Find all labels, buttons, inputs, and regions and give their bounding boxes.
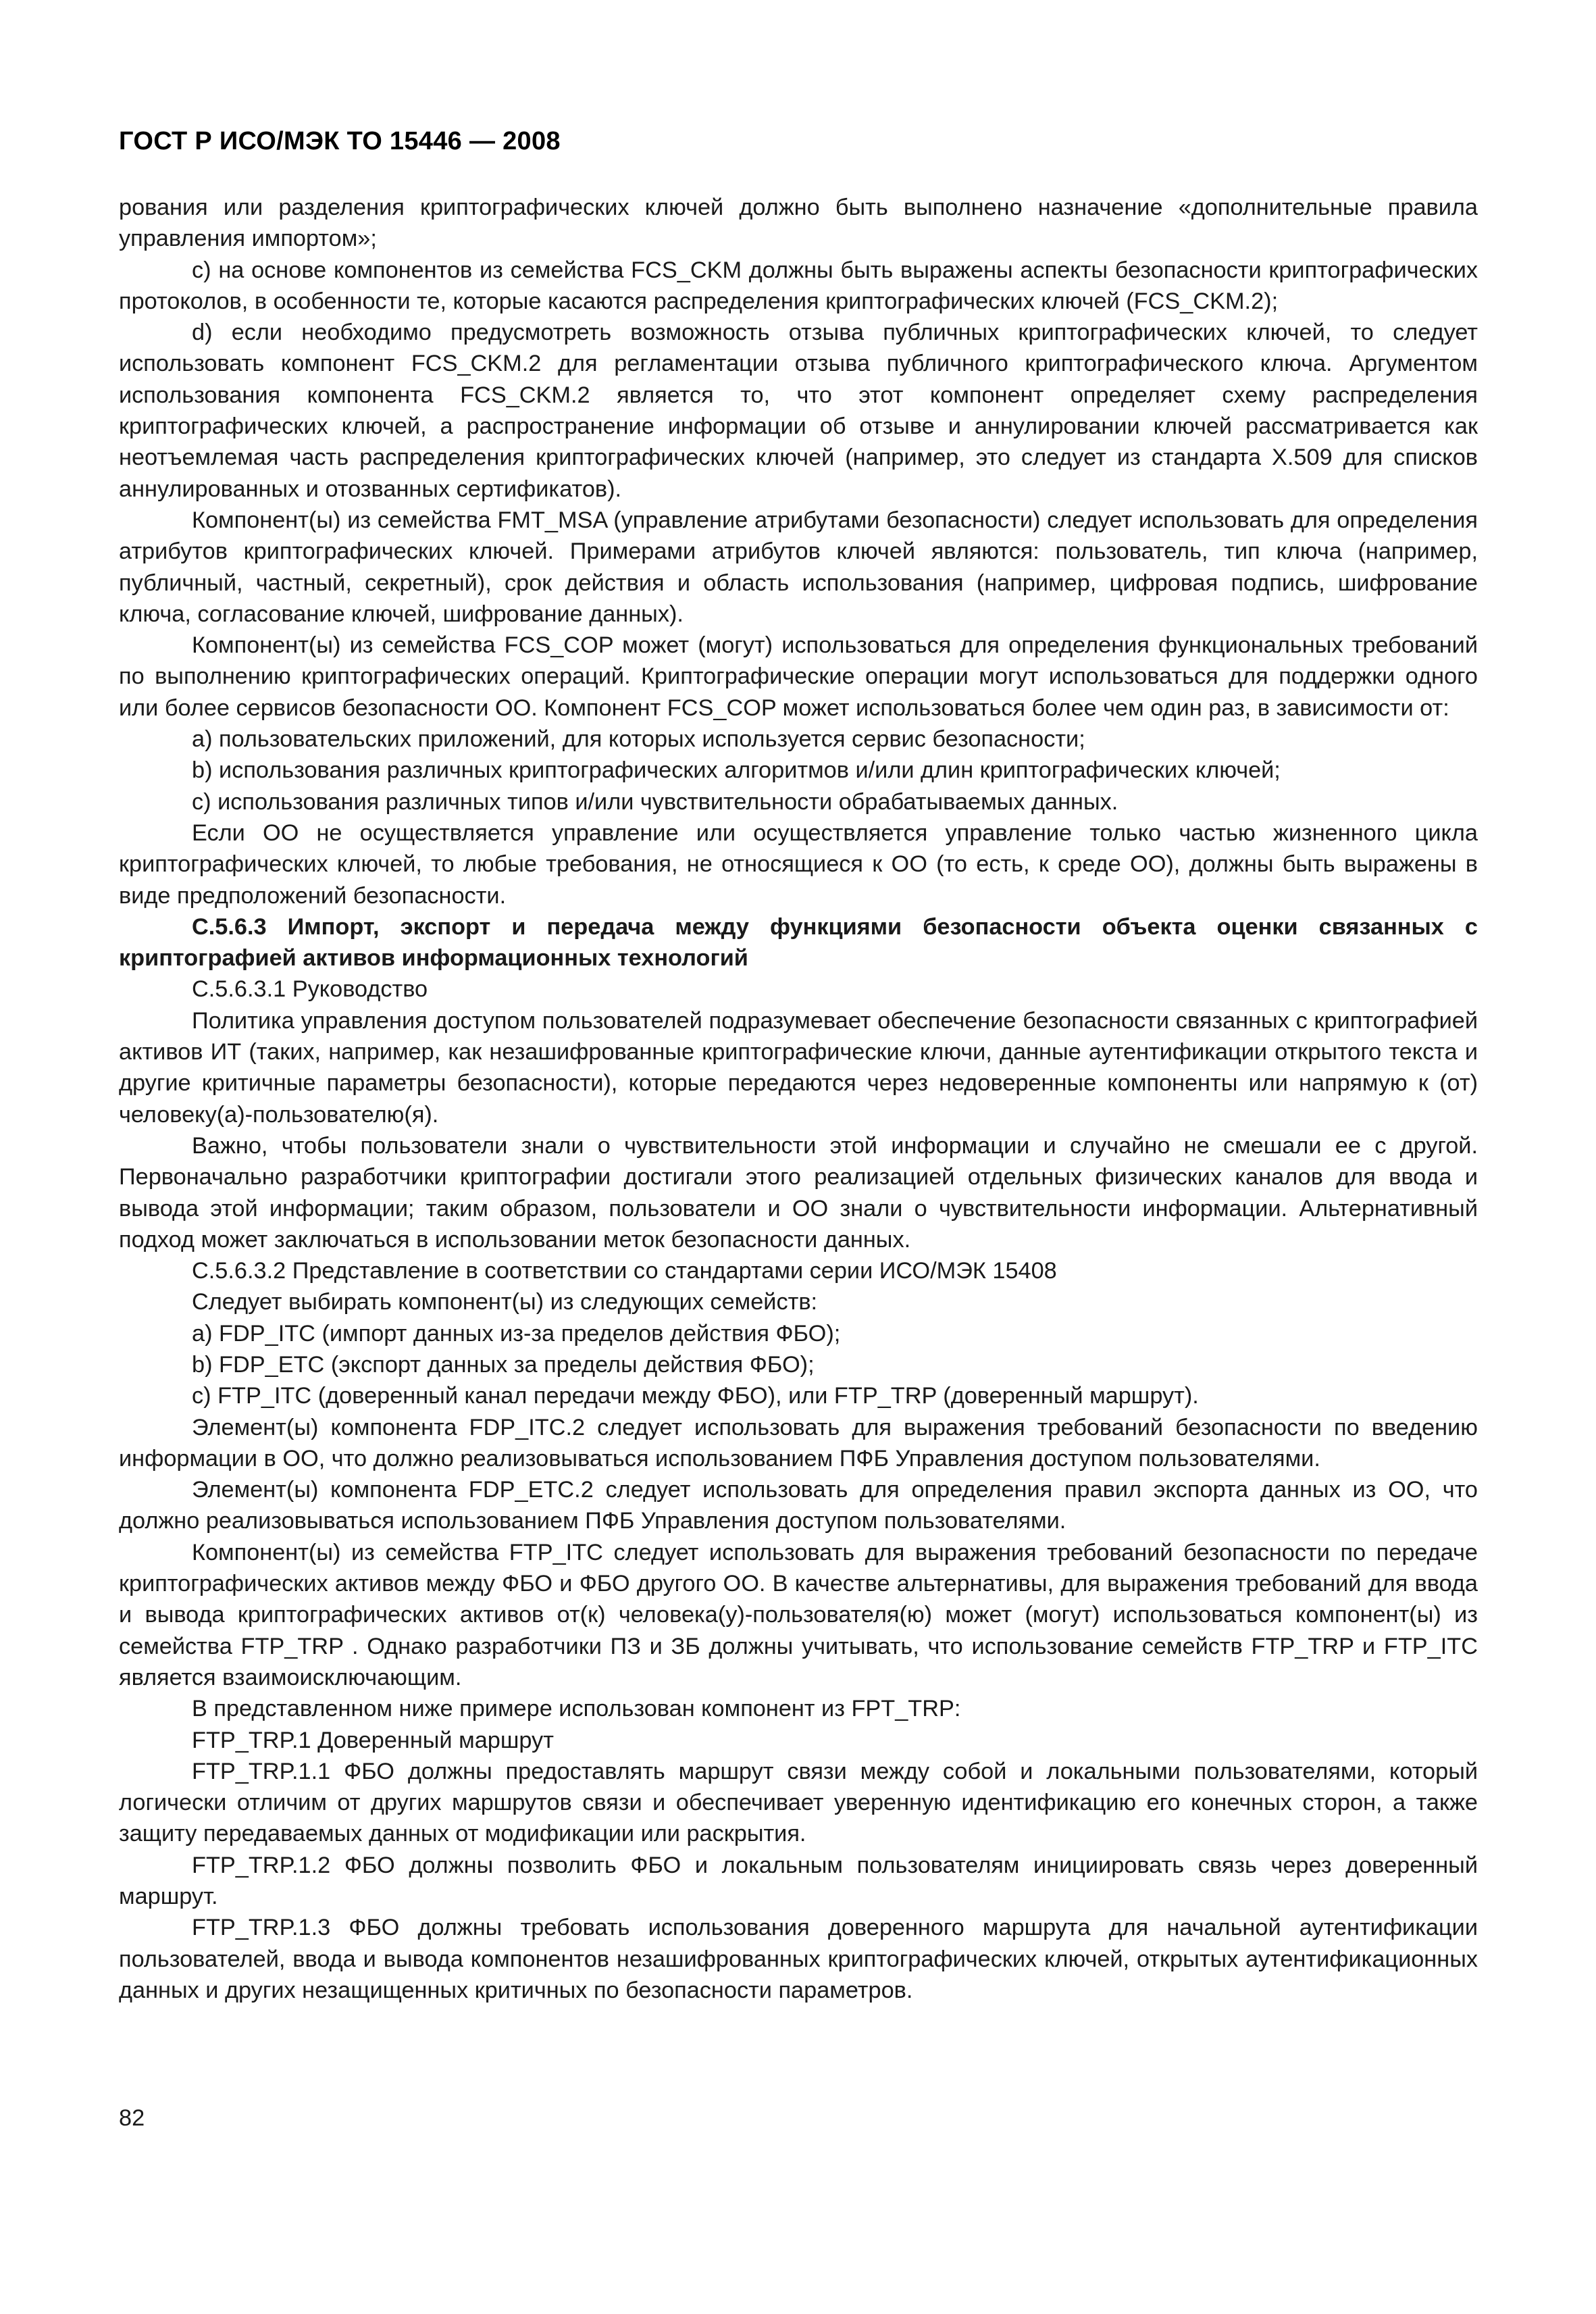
paragraph: В представленном ниже примере использован компонент из FPT_TRP: <box>192 1696 961 1722</box>
component-element: FTP_TRP.1.1 ФБО должны предоставлять маршрут связи между собой и локальными пользователями, который логически отличим от других маршрутов связи и обеспечивает уверенную идентификацию его конечных сторон, а также защиту передаваемых данных от модификации или раскрытия. <box>119 1758 1478 1847</box>
list-item: c) использования различных типов и/или чувствительности обрабатываемых данных. <box>192 788 1118 815</box>
paragraph: рования или разделения криптографических ключей должно быть выполнено назначение «дополнительные правила управления импортом»; <box>119 195 1478 252</box>
list-item: c) на основе компонентов из семейства FCS_CKM должны быть выражены аспекты безопасности криптографических протоколов, в особенности те, которые касаются распределения криптографических ключей (FCS_CKM.2); <box>119 257 1478 314</box>
component-element: FTP_TRP.1.2 ФБО должны позволить ФБО и локальным пользователям инициировать связь через доверенный маршрут. <box>119 1852 1478 1910</box>
subsection-heading: C.5.6.3.2 Представление в соответствии со стандартами серии ИСО/МЭК 15408 <box>192 1258 1057 1284</box>
paragraph: Компонент(ы) из семейства FCS_COP может (могут) использоваться для определения функциональных требований по выполнению криптографических операций. Криптографические операции могут использоваться для поддержки одного или более сервисов безопасности ОО. Компонент FCS_COP может использоваться более чем один раз, в зависимости от: <box>119 632 1478 721</box>
component-element: FTP_TRP.1.3 ФБО должны требовать использования доверенного маршрута для начальной аутентификации пользователей, ввода и вывода компонентов незашифрованных криптографических ключей, открытых аутентификационных данных и других незащищенных критичных по безопасности параметров. <box>119 1915 1478 2003</box>
document-body <box>119 192 1478 2006</box>
list-item: d) если необходимо предусмотреть возможность отзыва публичных криптографических ключей, то следует использовать компонент FCS_CKM.2 для регламентации отзыва публичного криптографического ключа. Аргументом использования компонента FCS_CKM.2 является то, что этот компонент определяет схему распределения криптографических ключей, а распространение информации об отзыве и аннулировании ключей рассматривается как неотъемлемая часть распределения криптографических ключей (например, это следует из стандарта X.509 для списков аннулированных и отозванных сертификатов). <box>119 320 1478 502</box>
list-item: b) использования различных криптографических алгоритмов и/или длин криптографических ключей; <box>192 757 1281 784</box>
section-heading: C.5.6.3 Импорт, экспорт и передача между функциями безопасности объекта оценки связанных с криптографией активов информационных технологий <box>119 913 1478 972</box>
document-header: ГОСТ Р ИСО/МЭК ТО 15446 — 2008 <box>119 127 561 155</box>
paragraph: Элемент(ы) компонента FDP_ETC.2 следует использовать для определения правил экспорта данных из ОО, что должно реализовываться использованием ПФБ Управления доступом пользователями. <box>119 1477 1478 1534</box>
list-item: c) FTP_ITC (доверенный канал передачи между ФБО), или FTP_TRP (доверенный маршрут). <box>192 1383 1199 1409</box>
list-item: a) FDP_ITC (импорт данных из-за пределов действия ФБО); <box>192 1320 841 1347</box>
list-item: b) FDP_ETC (экспорт данных за пределы действия ФБО); <box>192 1351 815 1378</box>
paragraph: Следует выбирать компонент(ы) из следующих семейств: <box>192 1289 818 1315</box>
paragraph: Политика управления доступом пользователей подразумевает обеспечение безопасности связанных с криптографией активов ИТ (таких, например, как незашифрованные криптографические ключи, данные аутентификации открытого текста и другие критичные параметры безопасности), которые передаются через недоверенные компоненты или напрямую к (от) человеку(а)-пользователю(я). <box>119 1007 1478 1128</box>
paragraph: Компонент(ы) из семейства FTP_ITC следует использовать для выражения требований безопасности по передаче криптографических активов между ФБО и ФБО другого ОО. В качестве альтернативы, для выражения требований для ввода и вывода криптографических активов от(к) человека(у)-пользователя(ю) может (могут) использоваться компонент(ы) из семейства FTP_TRP . Однако разработчики ПЗ и ЗБ должны учитывать, что использование семейств FTP_TRP и FTP_ITC является взаимоисключающим. <box>119 1539 1478 1690</box>
paragraph: Важно, чтобы пользователи знали о чувствительности этой информации и случайно не смешали ее с другой. Первоначально разработчики криптографии достигали этого реализацией отдельных физических каналов для ввода и вывода этой информации; таким образом, пользователи и ОО знали о чувствительности информации. Альтернативный подход может заключаться в использовании меток безопасности данных. <box>119 1132 1478 1253</box>
paragraph: Компонент(ы) из семейства FMT_MSA (управление атрибутами безопасности) следует использовать для определения атрибутов криптографических ключей. Примерами атрибутов ключей являются: пользователь, тип ключа (например, публичный, частный, секретный), срок действия и область использования (например, цифровая подпись, шифрование ключа, согласование ключей, шифрование данных). <box>119 507 1478 627</box>
paragraph: Если ОО не осуществляется управление или осуществляется управление только частью жизненного цикла криптографических ключей, то любые требования, не относящиеся к ОО (то есть, к среде ОО), должны быть выражены в виде предположений безопасности. <box>119 820 1478 909</box>
subsection-heading: C.5.6.3.1 Руководство <box>192 976 428 1003</box>
document-page <box>119 126 1478 2006</box>
list-item: a) пользовательских приложений, для которых используется сервис безопасности; <box>192 726 1085 753</box>
component-title: FTP_TRP.1 Доверенный маршрут <box>192 1727 554 1753</box>
page-number: 82 <box>119 2105 145 2131</box>
paragraph: Элемент(ы) компонента FDP_ITC.2 следует использовать для выражения требований безопасности по введению информации в ОО, что должно реализовываться использованием ПФБ Управления доступом пользователями. <box>119 1414 1478 1472</box>
